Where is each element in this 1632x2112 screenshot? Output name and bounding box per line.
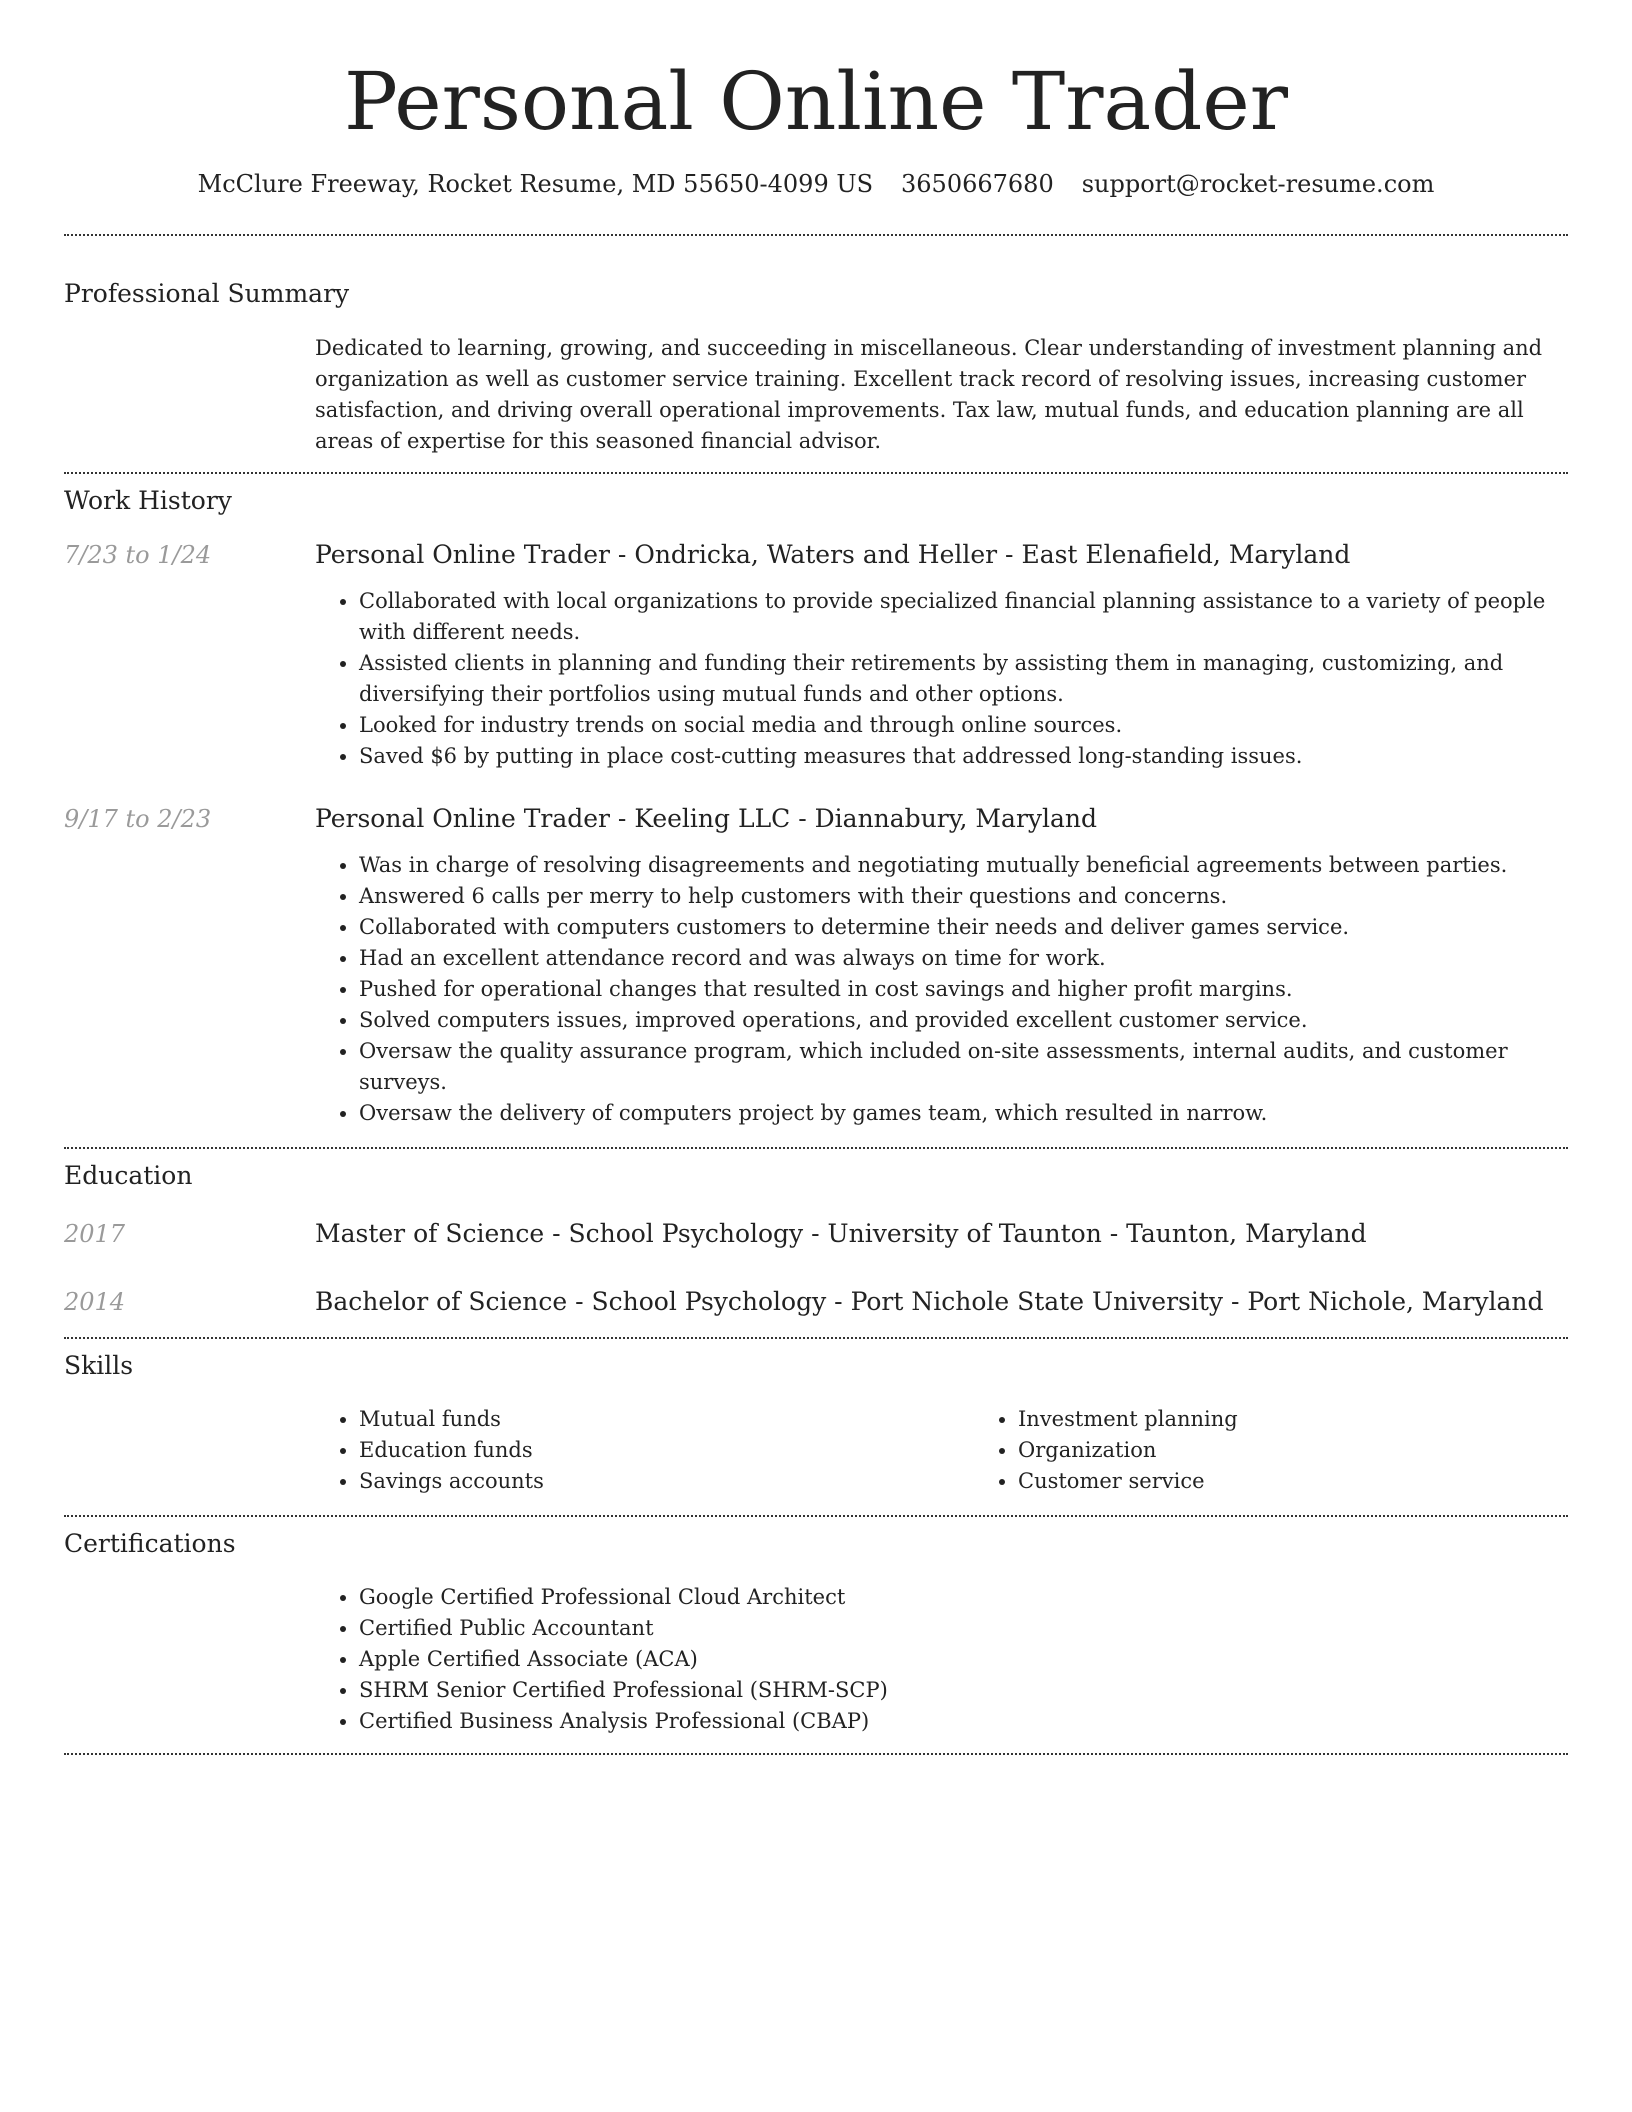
job-dates: 7/23 to 1/24 bbox=[64, 541, 212, 569]
job-bullets bbox=[315, 850, 1568, 1129]
skills-list-left bbox=[315, 1404, 974, 1497]
list-item: • Mutual funds bbox=[359, 1404, 974, 1435]
list-item: • SHRM Senior Certified Professional (SHRM-SCP) bbox=[359, 1675, 1568, 1706]
list-item: • Saved $6 by putting in place cost-cutting measures that addressed long-standing issues. bbox=[359, 741, 1568, 772]
list-item: • Looked for industry trends on social media and through online sources. bbox=[359, 710, 1568, 741]
skills-row bbox=[64, 1404, 1568, 1497]
list-item: • Customer service bbox=[1018, 1466, 1632, 1497]
job-bullets bbox=[315, 586, 1568, 772]
education-year: 2014 bbox=[64, 1288, 126, 1316]
summary-text: Dedicated to learning, growing, and succeeding in miscellaneous. Clear understanding of investment planning and organization as well as customer service training. Excellent track record of resolving issues, increasing customer satisfaction, and driving overall operational improvements. Tax law, mutual funds, and education planning are all areas of expertise for this seasoned financial advisor. bbox=[315, 336, 1543, 453]
certifications-list bbox=[315, 1582, 1568, 1737]
list-item: • Investment planning bbox=[1018, 1404, 1632, 1435]
list-item: • Assisted clients in planning and funding their retirements by assisting them in managing, customizing, and diversifying their portfolios using mutual funds and other options. bbox=[359, 648, 1568, 710]
list-item: • Certified Public Accountant bbox=[359, 1613, 1568, 1644]
list-item: • Answered 6 calls per merry to help customers with their questions and concerns. bbox=[359, 881, 1568, 912]
list-item: • Certified Business Analysis Professional (CBAP) bbox=[359, 1706, 1568, 1737]
contact-email: support@rocket-resume.com bbox=[1081, 170, 1435, 198]
list-item: • Education funds bbox=[359, 1435, 974, 1466]
divider bbox=[64, 1753, 1568, 1755]
education-heading: Master of Science - School Psychology - University of Taunton - Taunton, Maryland bbox=[315, 1219, 1367, 1248]
divider bbox=[64, 1147, 1568, 1149]
section-title-skills: Skills bbox=[64, 1351, 134, 1380]
education-entry bbox=[64, 1218, 1568, 1250]
list-item: • Oversaw the delivery of computers project by games team, which resulted in narrow. bbox=[359, 1098, 1568, 1129]
job-heading: Personal Online Trader - Ondricka, Waters and Heller - East Elenafield, Maryland bbox=[315, 540, 1351, 569]
section-title-work: Work History bbox=[64, 486, 232, 515]
divider bbox=[64, 1337, 1568, 1339]
list-item: • Had an excellent attendance record and was always on time for work. bbox=[359, 943, 1568, 974]
list-item: • Organization bbox=[1018, 1435, 1632, 1466]
section-title-education: Education bbox=[64, 1161, 193, 1190]
list-item: • Pushed for operational changes that resulted in cost savings and higher profit margins. bbox=[359, 974, 1568, 1005]
education-year: 2017 bbox=[64, 1220, 126, 1248]
contact-address: McClure Freeway, Rocket Resume, MD 55650-4099 US bbox=[197, 170, 874, 198]
section-title-certifications: Certifications bbox=[64, 1529, 236, 1558]
resume-name: Personal Online Trader bbox=[344, 55, 1288, 148]
job-dates: 9/17 to 2/23 bbox=[64, 805, 212, 833]
certifications-row bbox=[64, 1582, 1568, 1737]
list-item: • Google Certified Professional Cloud Architect bbox=[359, 1582, 1568, 1613]
list-item: • Savings accounts bbox=[359, 1466, 974, 1497]
list-item: • Collaborated with local organizations to provide specialized financial planning assistance to a variety of people with different needs. bbox=[359, 586, 1568, 648]
resume-page bbox=[64, 0, 1568, 1755]
list-item: • Oversaw the quality assurance program, which included on-site assessments, internal audits, and customer surveys. bbox=[359, 1036, 1568, 1098]
skills-list-right bbox=[974, 1404, 1632, 1497]
divider bbox=[64, 1515, 1568, 1517]
summary-row bbox=[64, 333, 1568, 457]
section-title-summary: Professional Summary bbox=[64, 279, 350, 308]
contact-line bbox=[64, 168, 1568, 200]
contact-phone: 3650667680 bbox=[901, 170, 1054, 198]
divider bbox=[64, 234, 1568, 236]
job-heading: Personal Online Trader - Keeling LLC - Diannabury, Maryland bbox=[315, 804, 1098, 833]
list-item: • Apple Certified Associate (ACA) bbox=[359, 1644, 1568, 1675]
list-item: • Solved computers issues, improved operations, and provided excellent customer service. bbox=[359, 1005, 1568, 1036]
education-heading: Bachelor of Science - School Psychology - Port Nichole State University - Port Nichole, Maryland bbox=[315, 1287, 1544, 1316]
education-entry bbox=[64, 1286, 1568, 1318]
job-entry bbox=[64, 803, 1568, 1129]
job-entry bbox=[64, 539, 1568, 772]
list-item: • Collaborated with computers customers to determine their needs and deliver games service. bbox=[359, 912, 1568, 943]
divider bbox=[64, 472, 1568, 474]
list-item: • Was in charge of resolving disagreements and negotiating mutually beneficial agreements between parties. bbox=[359, 850, 1568, 881]
